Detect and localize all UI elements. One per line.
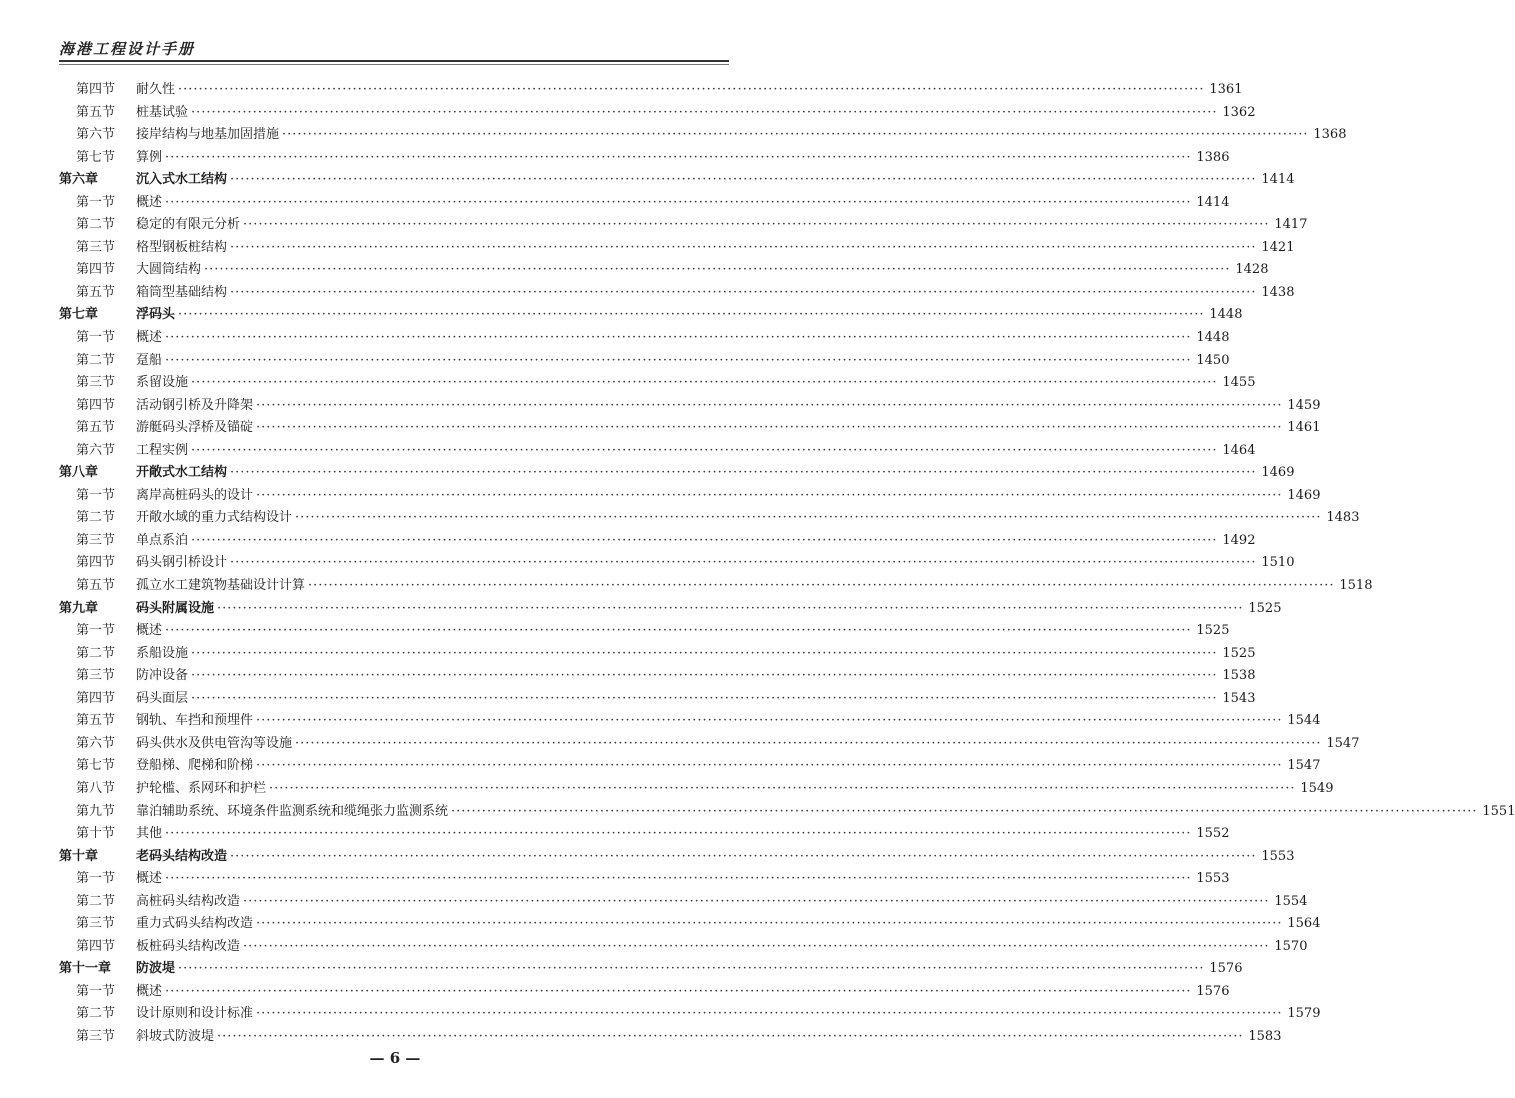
toc-entry-number: 第二节 — [76, 352, 116, 368]
toc-entry-number: 第十章 — [59, 848, 99, 864]
toc-entry-number: 第七节 — [76, 758, 116, 774]
toc-section-row — [59, 1026, 1282, 1049]
header-rule-thin — [59, 64, 729, 65]
toc-entry-page: 1547 — [1326, 735, 1360, 751]
toc-entry-page: 1525 — [1222, 645, 1256, 661]
dot-leader: ········································································································································································································ — [256, 916, 1283, 932]
toc-entry-number: 第三节 — [76, 1028, 116, 1044]
dot-leader: ········································································································································································································ — [217, 1028, 1244, 1044]
dot-leader: ········································································································································································································ — [191, 104, 1218, 120]
toc-section-row — [59, 755, 1321, 778]
toc-entry-number: 第二节 — [76, 1006, 116, 1022]
dot-leader: ········································································································································································································ — [178, 961, 1205, 977]
toc-entry-number: 第三节 — [76, 239, 116, 255]
toc-section-row — [59, 891, 1308, 914]
dot-leader: ········································································································································································································ — [256, 758, 1283, 774]
dot-leader: ········································································································································································································ — [165, 983, 1192, 999]
toc-entry-title: 系留设施 — [136, 375, 189, 391]
toc-entry-title: 登船梯、爬梯和阶梯 — [136, 758, 254, 774]
toc-entry-page: 1459 — [1287, 397, 1321, 413]
toc-entry-page: 1469 — [1287, 487, 1321, 503]
dot-leader: ········································································································································································································ — [243, 893, 1270, 909]
toc-entry-title: 其他 — [136, 826, 163, 842]
toc-entry-page: 1414 — [1196, 194, 1230, 210]
toc-entry-page: 1386 — [1196, 149, 1230, 165]
toc-section-row — [59, 620, 1230, 643]
toc-section-row — [59, 282, 1295, 305]
toc-entry-title: 码头钢引桥设计 — [136, 555, 228, 571]
toc-entry-number: 第三节 — [76, 532, 116, 548]
toc-entry-page: 1414 — [1261, 172, 1295, 188]
toc-section-row — [59, 395, 1321, 418]
toc-entry-page: 1492 — [1222, 532, 1256, 548]
toc-entry-title: 板桩码头结构改造 — [136, 938, 241, 954]
toc-entry-number: 第九节 — [76, 803, 116, 819]
toc-entry-title: 码头附属设施 — [136, 600, 215, 616]
dot-leader: ········································································································································································································ — [269, 780, 1296, 796]
toc-entry-page: 1438 — [1261, 284, 1295, 300]
toc-entry-number: 第十节 — [76, 826, 116, 842]
toc-entry-number: 第四节 — [76, 82, 116, 97]
dot-leader: ········································································································································································································ — [165, 194, 1192, 210]
toc-entry-number: 第一节 — [76, 983, 116, 999]
dot-leader: ········································································································································································································ — [165, 871, 1192, 887]
dot-leader: ········································································································································································································ — [191, 442, 1218, 458]
dot-leader: ········································································································································································································ — [295, 735, 1322, 751]
toc-entry-title: 概述 — [136, 871, 163, 887]
toc-entry-title: 护轮槛、系网环和护栏 — [136, 780, 267, 796]
toc-entry-title: 概述 — [136, 983, 163, 999]
toc-entry-page: 1450 — [1196, 352, 1230, 368]
toc-section-row — [59, 124, 1347, 147]
dot-leader: ········································································································································································································ — [191, 375, 1218, 391]
toc-entry-page: 1417 — [1274, 217, 1308, 233]
toc-entry-page: 1448 — [1209, 307, 1243, 323]
toc-entry-title: 防波堤 — [136, 961, 176, 977]
toc-entry-page: 1551 — [1482, 803, 1515, 819]
toc-entry-title: 活动钢引桥及升降架 — [136, 397, 254, 413]
toc-chapter-row — [59, 304, 1243, 327]
dot-leader: ········································································································································································································ — [165, 352, 1192, 368]
toc-entry-title: 单点系泊 — [136, 532, 189, 548]
toc-entry-number: 第四节 — [76, 555, 116, 571]
toc-section-row — [59, 913, 1321, 936]
toc-section-row — [59, 350, 1230, 373]
dot-leader: ········································································································································································································ — [230, 848, 1257, 864]
toc-entry-number: 第六节 — [76, 735, 116, 751]
toc-entry-number: 第六节 — [76, 127, 116, 143]
toc-entry-number: 第十一章 — [59, 961, 112, 977]
toc-entry-title: 老码头结构改造 — [136, 848, 228, 864]
dot-leader: ········································································································································································································ — [191, 668, 1218, 684]
toc-entry-page: 1583 — [1248, 1028, 1282, 1044]
toc-entry-page: 1576 — [1209, 961, 1243, 977]
toc-entry-number: 第二节 — [76, 510, 116, 526]
toc-entry-title: 重力式码头结构改造 — [136, 916, 254, 932]
toc-section-row — [59, 214, 1308, 237]
dot-leader: ········································································································································································································ — [256, 713, 1283, 729]
toc-entry-title: 工程实例 — [136, 442, 189, 458]
toc-entry-title: 沉入式水工结构 — [136, 172, 228, 188]
toc-section-row — [59, 981, 1230, 1004]
toc-entry-title: 接岸结构与地基加固措施 — [136, 127, 280, 143]
toc-entry-page: 1464 — [1222, 442, 1256, 458]
toc-entry-page: 1461 — [1287, 420, 1321, 436]
toc-entry-title: 耐久性 — [136, 82, 176, 97]
toc-section-row — [59, 643, 1256, 666]
toc-entry-page: 1469 — [1261, 465, 1295, 481]
dot-leader: ········································································································································································································ — [243, 217, 1270, 233]
toc-section-row — [59, 147, 1230, 170]
dot-leader: ········································································································································································································ — [256, 487, 1283, 503]
toc-section-row — [59, 823, 1230, 846]
toc-entry-number: 第七章 — [59, 307, 99, 323]
toc-entry-title: 系船设施 — [136, 645, 189, 661]
toc-entry-number: 第四节 — [76, 690, 116, 706]
toc-entry-title: 高桩码头结构改造 — [136, 893, 241, 909]
toc-entry-title: 概述 — [136, 194, 163, 210]
dot-leader: ········································································································································································································ — [230, 172, 1257, 188]
toc-entry-number: 第四节 — [76, 938, 116, 954]
dot-leader: ········································································································································································································ — [308, 578, 1335, 594]
toc-entry-title: 钢轨、车挡和预埋件 — [136, 713, 254, 729]
toc-section-row — [59, 259, 1269, 282]
dot-leader: ········································································································································································································ — [230, 239, 1257, 255]
toc-section-row — [59, 710, 1321, 733]
toc-entry-number: 第七节 — [76, 149, 116, 165]
dot-leader: ········································································································································································································ — [295, 510, 1322, 526]
toc-entry-title: 概述 — [136, 330, 163, 346]
toc-section-row — [59, 936, 1308, 959]
toc-entry-number: 第三节 — [76, 668, 116, 684]
toc-entry-number: 第一节 — [76, 487, 116, 503]
dot-leader: ········································································································································································································ — [191, 532, 1218, 548]
toc-entry-page: 1361 — [1209, 82, 1243, 97]
toc-section-row — [59, 552, 1295, 575]
dot-leader: ········································································································································································································ — [256, 1006, 1283, 1022]
toc-entry-title: 稳定的有限元分析 — [136, 217, 241, 233]
toc-section-row — [59, 79, 1243, 102]
toc-entry-number: 第五节 — [76, 713, 116, 729]
dot-leader: ········································································································································································································ — [282, 127, 1309, 143]
toc-entry-title: 格型钢板桩结构 — [136, 239, 228, 255]
toc-entry-number: 第六节 — [76, 442, 116, 458]
header-rule — [59, 60, 729, 62]
toc-entry-page: 1553 — [1196, 871, 1230, 887]
toc-entry-title: 离岸高桩码头的设计 — [136, 487, 254, 503]
toc-entry-number: 第一节 — [76, 194, 116, 210]
toc-section-row — [59, 372, 1256, 395]
toc-entry-title: 大圆筒结构 — [136, 262, 202, 278]
toc-section-row — [59, 868, 1230, 891]
toc-entry-number: 第一节 — [76, 871, 116, 887]
toc-entry-title: 箱筒型基础结构 — [136, 284, 228, 300]
toc-entry-number: 第九章 — [59, 600, 99, 616]
dot-leader: ········································································································································································································ — [451, 803, 1478, 819]
toc-entry-title: 孤立水工建筑物基础设计计算 — [136, 578, 306, 594]
toc-entry-page: 1553 — [1261, 848, 1295, 864]
toc-entry-page: 1538 — [1222, 668, 1256, 684]
toc-section-row — [59, 1003, 1321, 1026]
toc-entry-number: 第八节 — [76, 780, 116, 796]
toc-chapter-row — [59, 169, 1295, 192]
toc-entry-page: 1362 — [1222, 104, 1256, 120]
dot-leader: ········································································································································································································ — [165, 623, 1192, 639]
dot-leader: ········································································································································································································ — [165, 330, 1192, 346]
dot-leader: ········································································································································································································ — [230, 284, 1257, 300]
toc-entry-number: 第二节 — [76, 893, 116, 909]
toc-section-row — [59, 417, 1321, 440]
toc-chapter-row — [59, 846, 1295, 869]
toc-section-row — [59, 327, 1230, 350]
toc-section-row — [59, 688, 1256, 711]
toc-entry-title: 趸船 — [136, 352, 163, 368]
toc-entry-number: 第二节 — [76, 217, 116, 233]
toc-entry-page: 1421 — [1261, 239, 1295, 255]
toc-entry-number: 第六章 — [59, 172, 99, 188]
toc-entry-title: 防冲设备 — [136, 668, 189, 684]
dot-leader: ········································································································································································································ — [178, 307, 1205, 323]
dot-leader: ········································································································································································································ — [191, 645, 1218, 661]
dot-leader: ········································································································································································································ — [178, 82, 1205, 97]
dot-leader: ········································································································································································································ — [256, 420, 1283, 436]
toc-entry-page: 1544 — [1287, 713, 1321, 729]
toc-entry-number: 第八章 — [59, 465, 99, 481]
dot-leader: ········································································································································································································ — [165, 826, 1192, 842]
toc-section-row — [59, 237, 1295, 260]
dot-leader: ········································································································································································································ — [230, 465, 1257, 481]
toc-entry-number: 第三节 — [76, 916, 116, 932]
toc-entry-page: 1564 — [1287, 916, 1321, 932]
toc-section-row — [59, 575, 1373, 598]
toc-entry-title: 桩基试验 — [136, 104, 189, 120]
toc-chapter-row — [59, 462, 1295, 485]
dot-leader: ········································································································································································································ — [243, 938, 1270, 954]
toc-entry-title: 设计原则和设计标准 — [136, 1006, 254, 1022]
toc-entry-number: 第一节 — [76, 623, 116, 639]
toc-entry-title: 靠泊辅助系统、环境条件监测系统和缆绳张力监测系统 — [136, 803, 449, 819]
toc-chapter-row — [59, 958, 1243, 981]
toc-entry-page: 1518 — [1339, 578, 1373, 594]
toc-entry-title: 概述 — [136, 623, 163, 639]
toc-section-row — [59, 530, 1256, 553]
toc-entry-title: 开敞水域的重力式结构设计 — [136, 510, 293, 526]
toc-entry-page: 1455 — [1222, 375, 1256, 391]
toc-entry-number: 第二节 — [76, 645, 116, 661]
toc-entry-page: 1525 — [1196, 623, 1230, 639]
toc-entry-title: 码头面层 — [136, 690, 189, 706]
toc-chapter-row — [59, 598, 1282, 621]
dot-leader: ········································································································································································································ — [256, 397, 1283, 413]
toc-entry-title: 开敞式水工结构 — [136, 465, 228, 481]
toc-entry-page: 1576 — [1196, 983, 1230, 999]
dot-leader: ········································································································································································································ — [204, 262, 1231, 278]
dot-leader: ········································································································································································································ — [191, 690, 1218, 706]
toc-section-row — [59, 778, 1334, 801]
toc-entry-page: 1483 — [1326, 510, 1360, 526]
toc-entry-title: 斜坡式防波堤 — [136, 1028, 215, 1044]
dot-leader: ········································································································································································································ — [165, 149, 1192, 165]
toc-section-row — [59, 440, 1256, 463]
book-title: 海港工程设计手册 — [59, 40, 196, 58]
toc-entry-page: 1368 — [1313, 127, 1347, 143]
toc-section-row — [59, 507, 1360, 530]
toc-section-row — [59, 192, 1230, 215]
toc-section-row — [59, 801, 1515, 824]
toc-entry-number: 第五节 — [76, 420, 116, 436]
toc-section-row — [59, 733, 1360, 756]
running-header — [59, 38, 729, 62]
toc-entry-page: 1547 — [1287, 758, 1321, 774]
toc-entry-number: 第四节 — [76, 262, 116, 278]
dot-leader: ········································································································································································································ — [230, 555, 1257, 571]
table-of-contents — [59, 79, 1515, 1049]
toc-entry-number: 第一节 — [76, 330, 116, 346]
toc-entry-page: 1543 — [1222, 690, 1256, 706]
toc-entry-page: 1525 — [1248, 600, 1282, 616]
toc-entry-title: 游艇码头浮桥及锚碇 — [136, 420, 254, 436]
toc-entry-number: 第三节 — [76, 375, 116, 391]
toc-entry-page: 1448 — [1196, 330, 1230, 346]
toc-entry-page: 1579 — [1287, 1006, 1321, 1022]
toc-section-row — [59, 485, 1321, 508]
toc-entry-title: 算例 — [136, 149, 163, 165]
toc-entry-number: 第五节 — [76, 104, 116, 120]
toc-entry-title: 浮码头 — [136, 307, 176, 323]
dot-leader: ········································································································································································································ — [217, 600, 1244, 616]
toc-entry-page: 1428 — [1235, 262, 1269, 278]
toc-entry-page: 1570 — [1274, 938, 1308, 954]
toc-entry-page: 1552 — [1196, 826, 1230, 842]
toc-section-row — [59, 102, 1256, 125]
toc-entry-number: 第五节 — [76, 578, 116, 594]
toc-entry-title: 码头供水及供电管沟等设施 — [136, 735, 293, 751]
toc-section-row — [59, 665, 1256, 688]
toc-entry-number: 第五节 — [76, 284, 116, 300]
toc-entry-page: 1510 — [1261, 555, 1295, 571]
page-number: — 6 — — [369, 1049, 421, 1067]
toc-entry-page: 1549 — [1300, 780, 1334, 796]
toc-entry-page: 1554 — [1274, 893, 1308, 909]
toc-entry-number: 第四节 — [76, 397, 116, 413]
